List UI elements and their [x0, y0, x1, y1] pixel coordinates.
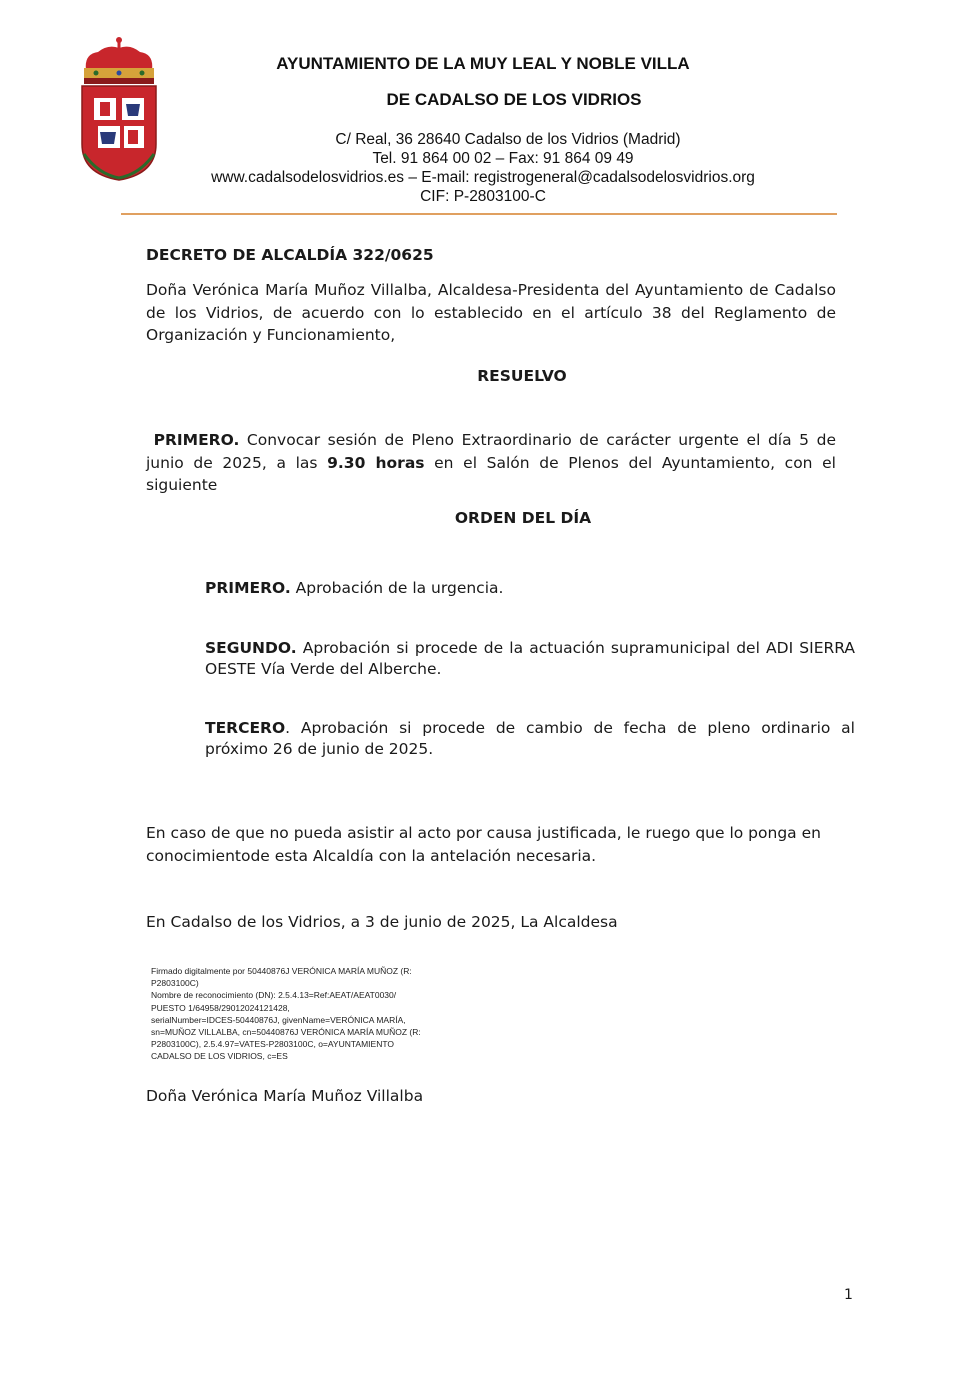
decree-intro: Doña Verónica María Muñoz Villalba, Alcaldesa-Presidenta del Ayuntamiento de Cadalso de los Vidrios, de acuerdo con lo establecido en el artículo 38 del Reglamento de Organización y Funcionamiento, — [146, 281, 836, 344]
header-title-line1: AYUNTAMIENTO DE LA MUY LEAL Y NOBLE VILLA — [276, 54, 690, 73]
signature-line: sn=MUÑOZ VILLALBA, cn=50440876J VERÓNICA MARÍA MUÑOZ (R: — [151, 1027, 421, 1038]
signature-line: Nombre de reconocimiento (DN): 2.5.4.13=Ref:AEAT/AEAT0030/ — [151, 990, 397, 1001]
signature-line: serialNumber=IDCES-50440876J, givenName=VERÓNICA MARÍA, — [151, 1014, 406, 1025]
agenda-item-2 — [205, 638, 855, 680]
agenda-item-text: . Aprobación si procede de cambio de fecha de pleno ordinario al próximo 26 de junio de 2025. — [205, 719, 855, 758]
agenda-item-3 — [205, 718, 855, 760]
closing-paragraph: En caso de que no pueda asistir al acto por causa justificada, le ruego que lo ponga en conocimientode esta Alcaldía con la antelación necesaria. — [146, 824, 821, 865]
signer-name: Doña Verónica María Muñoz Villalba — [146, 1087, 424, 1105]
agenda-item-label: TERCERO — [205, 719, 286, 737]
primero-paragraph — [146, 429, 836, 497]
primero-text-a: Convocar sesión de Pleno Extraordinario de carácter urgente el día 5 de junio de 2025, a las — [146, 431, 836, 472]
header-cif: CIF: P-2803100-C — [420, 188, 546, 205]
orden-del-dia-heading: ORDEN DEL DÍA — [454, 509, 592, 527]
page-number: 1 — [844, 1287, 853, 1303]
primero-label: PRIMERO. — [153, 431, 240, 449]
primero-text-b: en el Salón de Plenos del Ayuntamiento, con el siguiente — [146, 453, 836, 494]
header-divider — [121, 213, 837, 215]
signature-line: Firmado digitalmente por 50440876J VERÓNICA MARÍA MUÑOZ (R: — [151, 966, 412, 976]
resuelvo-heading: RESUELVO — [477, 367, 567, 385]
place-date: En Cadalso de los Vidrios, a 3 de junio de 2025, La Alcaldesa — [146, 913, 618, 931]
agenda-item-label: SEGUNDO. — [205, 639, 297, 657]
header-web-email: www.cadalsodelosvidrios.es – E-mail: registrogeneral@cadalsodelosvidrios.org — [211, 169, 755, 186]
agenda-item-label: PRIMERO. — [205, 579, 291, 597]
decree-title: DECRETO DE ALCALDÍA 322/0625 — [146, 246, 434, 264]
signature-line: P2803100C) — [151, 978, 199, 989]
signature-line: P2803100C), 2.5.4.97=VATES-P2803100C, o=AYUNTAMIENTO — [151, 1039, 395, 1050]
signature-line: CADALSO DE LOS VIDRIOS, c=ES — [151, 1051, 288, 1062]
agenda-item-1 — [205, 578, 855, 599]
agenda-item-text: Aprobación de la urgencia. — [290, 579, 504, 597]
agenda-item-text: Aprobación si procede de la actuación supramunicipal del ADI SIERRA OESTE Vía Verde del Alberche. — [205, 639, 855, 678]
signature-line: PUESTO 1/64958/29012024121428, — [151, 1002, 290, 1013]
primero-time: 9.30 horas — [327, 453, 425, 472]
header-phone: Tel. 91 864 00 02 – Fax: 91 864 09 49 — [372, 150, 634, 167]
header-address: C/ Real, 36 28640 Cadalso de los Vidrios (Madrid) — [335, 131, 681, 148]
digital-signature-block — [151, 965, 451, 1063]
header-title-line2: DE CADALSO DE LOS VIDRIOS — [386, 90, 642, 109]
